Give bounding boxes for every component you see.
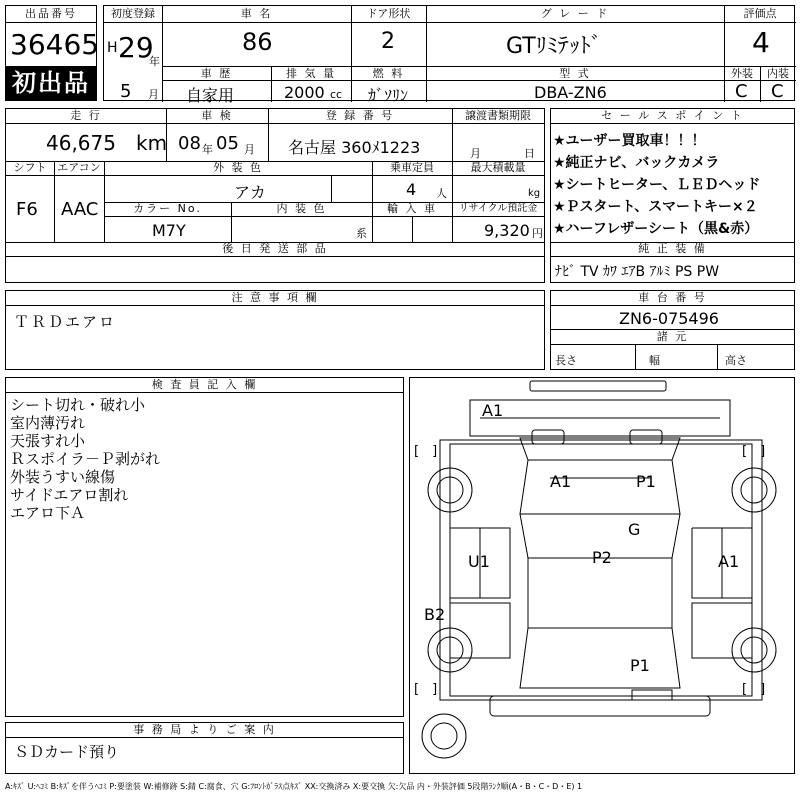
caution-text: ＴＲＤエアロ bbox=[14, 313, 117, 331]
disp-label: 排 気 量 bbox=[286, 67, 336, 80]
doors: 2 bbox=[381, 29, 395, 54]
damage-mark: B2 bbox=[424, 605, 446, 624]
ac-label: エアコン bbox=[57, 161, 101, 174]
selling-item: ★純正ナビ、バックカメラ bbox=[553, 155, 720, 171]
office-text: ＳＤカード預り bbox=[14, 743, 120, 761]
doc-month: 月 bbox=[470, 147, 481, 160]
damage-mark: P1 bbox=[630, 656, 650, 675]
damage-mark: P2 bbox=[592, 548, 612, 567]
score: 4 bbox=[752, 26, 770, 59]
height-label: 高さ bbox=[725, 354, 747, 367]
doc-day: 日 bbox=[524, 147, 535, 160]
recycle-label: リサイクル預託金 bbox=[458, 203, 538, 214]
equip-label: 純 正 装 備 bbox=[638, 242, 707, 255]
length-label: 長さ bbox=[555, 354, 577, 367]
doc-label: 譲渡書類期限 bbox=[465, 109, 531, 122]
type-label: 型 式 bbox=[559, 67, 591, 80]
intcolor-unit: 系 bbox=[356, 227, 367, 240]
colorno: M7Y bbox=[152, 221, 186, 240]
displacement: 2000 bbox=[284, 83, 325, 102]
load-label: 最大積載量 bbox=[470, 161, 526, 174]
inspector-line: 外装うすい線傷 bbox=[10, 468, 116, 486]
caution-label: 注 意 事 項 欄 bbox=[231, 291, 319, 304]
ac: AAC bbox=[61, 199, 99, 220]
ext-label: 外装 bbox=[731, 67, 753, 80]
legend: A:ｷｽﾞ U:ﾍｺﾐ B:ｷｽﾞを伴うﾍｺﾐ P:要塗装 W:補修跡 S:錆 C:腐食、穴 G:ﾌﾛﾝﾄｶﾞﾗｽ点ｷｽﾞ XX:交換済み X:要交換 欠:欠品 内・外装評価 5段階ﾗﾝｸ順(A・B・C・D・E) 1 bbox=[5, 782, 583, 791]
car-outline bbox=[410, 378, 794, 773]
score-label: 評価点 bbox=[743, 7, 777, 20]
colorno-label: カラー No. bbox=[133, 202, 202, 215]
inspect-year: 08 bbox=[178, 133, 201, 154]
mileage: 46,675 bbox=[46, 131, 116, 155]
damage-mark: A1 bbox=[550, 472, 572, 491]
disp-unit: cc bbox=[330, 88, 343, 101]
load-unit: kg bbox=[528, 188, 541, 199]
inspector-box bbox=[5, 377, 404, 717]
selling-label: セ ー ル ス ポ イ ン ト bbox=[601, 109, 744, 122]
bracket-left-bottom: [ ] bbox=[414, 682, 438, 697]
cap-unit: 人 bbox=[436, 187, 447, 200]
plate: 名古屋 360ﾒ1223 bbox=[288, 138, 421, 157]
inspector-line: エアロ下Ａ bbox=[10, 504, 86, 522]
bracket-right-top: [ ] bbox=[742, 444, 766, 459]
grade-label: グ レ ー ド bbox=[540, 7, 610, 20]
history: 自家用 bbox=[186, 86, 235, 105]
grade: GTﾘﾐﾃｯﾄﾞ bbox=[506, 34, 602, 59]
damage-mark: G bbox=[628, 520, 641, 539]
inspector-line: 天張すれ小 bbox=[10, 432, 86, 450]
office-box bbox=[5, 722, 404, 774]
office-label: 事 務 局 よ り ご 案 内 bbox=[133, 723, 276, 736]
selling-item: ★Ｐスタート、スマートキー×２ bbox=[553, 199, 758, 215]
bracket-left-top: [ ] bbox=[414, 444, 438, 459]
shift-label: シフト bbox=[13, 161, 47, 174]
import-label: 輸 入 車 bbox=[387, 202, 437, 215]
door-label: ドア形状 bbox=[366, 7, 411, 20]
inspector-line: 室内薄汚れ bbox=[10, 414, 86, 432]
int-label: 内装 bbox=[767, 67, 789, 80]
history-label: 車 歴 bbox=[200, 67, 233, 80]
inspect-month: 05 bbox=[216, 133, 239, 154]
type: DBA-ZN6 bbox=[534, 83, 607, 102]
bracket-right-bottom: [ ] bbox=[742, 682, 766, 697]
reg-month: 5 bbox=[120, 81, 132, 102]
mileage-unit: km bbox=[136, 131, 168, 155]
year-unit: 年 bbox=[149, 55, 160, 68]
mileage-label: 走 行 bbox=[70, 109, 102, 122]
reg-label: 初度登録 bbox=[111, 7, 155, 20]
ext-grade: C bbox=[735, 81, 748, 102]
lot-number: 36465 bbox=[10, 28, 100, 61]
fuel: ｶﾞｿﾘﾝ bbox=[368, 86, 409, 105]
chassis-box bbox=[550, 290, 795, 370]
damage-mark: P1 bbox=[636, 472, 656, 491]
dims-label: 諸 元 bbox=[656, 330, 689, 343]
chassis-no: ZN6-075496 bbox=[619, 309, 719, 328]
cap-label: 乗車定員 bbox=[390, 161, 434, 174]
fuel-label: 燃 料 bbox=[372, 67, 405, 80]
int-grade: C bbox=[771, 81, 784, 102]
plate-label: 登 録 番 号 bbox=[325, 109, 395, 122]
intcolor-label: 内 装 色 bbox=[276, 202, 327, 215]
capacity: 4 bbox=[406, 180, 417, 199]
color-label: 外 装 色 bbox=[213, 161, 263, 174]
recycle: 9,320 bbox=[484, 221, 530, 240]
first-listing-badge: 初出品 bbox=[5, 66, 97, 101]
selling-item: ★シートヒーター、ＬＥＤヘッド bbox=[553, 177, 761, 193]
month-unit: 月 bbox=[148, 88, 159, 101]
header-table bbox=[103, 5, 795, 105]
selling-points bbox=[550, 108, 795, 283]
lot-label: 出品番号 bbox=[25, 7, 77, 20]
model: 86 bbox=[242, 28, 273, 56]
selling-item: ★ユーザー買取車！！！ bbox=[553, 133, 706, 149]
damage-mark: A1 bbox=[718, 552, 740, 571]
model-label: 車 名 bbox=[240, 7, 273, 20]
parts-label: 後 日 発 送 部 品 bbox=[222, 242, 328, 255]
selling-item: ★ハーフレザーシート（黒&赤） bbox=[553, 221, 759, 237]
chassis-label: 車 台 番 号 bbox=[638, 291, 707, 304]
inspector-line: Ｒスポイラ－Ｐ剥がれ bbox=[10, 450, 161, 468]
recycle-unit: 円 bbox=[532, 227, 543, 240]
car-diagram bbox=[409, 377, 795, 774]
specs-table bbox=[5, 108, 545, 283]
inspect-month-unit: 月 bbox=[244, 143, 255, 156]
era: H bbox=[107, 40, 118, 56]
damage-mark: U1 bbox=[468, 552, 490, 571]
color: アカ bbox=[234, 183, 266, 202]
width-label: 幅 bbox=[649, 354, 660, 367]
equip: ﾅﾋﾞ TV ｶﾜ ｴｱB ｱﾙﾐ PS PW bbox=[555, 264, 720, 280]
reg-year: 29 bbox=[118, 31, 154, 64]
inspector-line: サイドエアロ割れ bbox=[10, 486, 129, 504]
inspect-label: 車 検 bbox=[201, 109, 233, 122]
caution-box bbox=[5, 290, 545, 370]
inspect-year-unit: 年 bbox=[202, 143, 213, 156]
inspector-label: 検 査 員 記 入 欄 bbox=[151, 378, 258, 391]
inspector-line: シート切れ・破れ小 bbox=[10, 396, 146, 414]
shift: F6 bbox=[16, 199, 38, 220]
damage-mark: A1 bbox=[482, 401, 504, 420]
